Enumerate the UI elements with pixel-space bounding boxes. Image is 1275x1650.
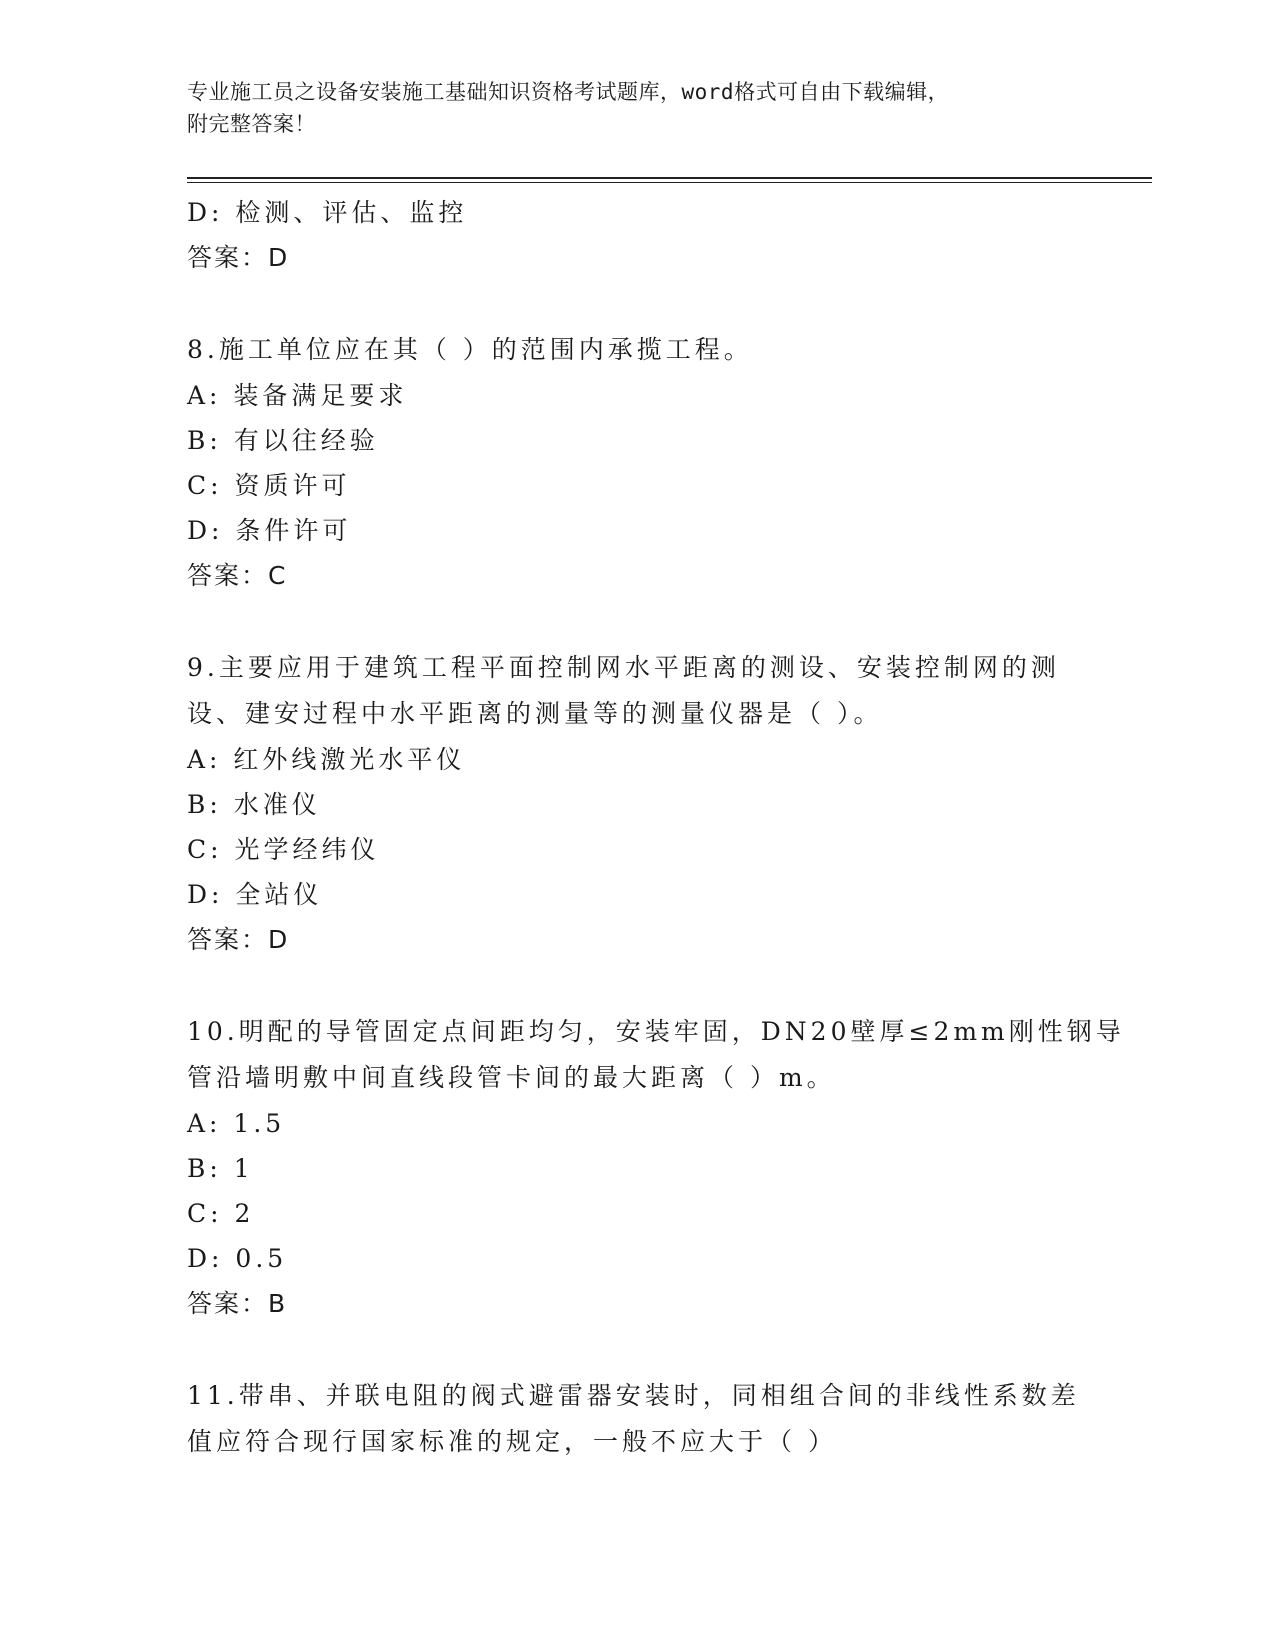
option-c: C: 光学经纬仪 xyxy=(187,835,380,864)
answer-line: 答案：B xyxy=(187,1289,288,1318)
spacer xyxy=(187,1326,1147,1373)
answer-line: 答案：D xyxy=(187,925,290,954)
question-9 xyxy=(187,645,1147,962)
answer-line: 答案：D xyxy=(187,243,290,272)
question-stem-line: 设、建安过程中水平距离的测量等的测量仪器是（ ）。 xyxy=(187,699,883,728)
question-11 xyxy=(187,1373,1147,1465)
spacer xyxy=(187,962,1147,1009)
option-c: C: 资质许可 xyxy=(187,471,351,500)
answer-line: 答案：C xyxy=(187,561,288,590)
header-divider-thick xyxy=(187,177,1152,179)
question-stem-line: 8.施工单位应在其（ ）的范围内承揽工程。 xyxy=(187,335,753,364)
option-c: C: 2 xyxy=(187,1199,255,1228)
header-line-2: 附完整答案！ xyxy=(187,112,316,136)
option-a: A: 装备满足要求 xyxy=(187,381,408,410)
question-stem xyxy=(187,1373,1080,1465)
question-stem xyxy=(187,327,1067,373)
question-stem xyxy=(187,645,1067,737)
question-stem xyxy=(187,1009,1125,1101)
question-list xyxy=(187,190,1147,1465)
option-a: A: 1.5 xyxy=(187,1109,286,1138)
document-header xyxy=(187,76,1087,140)
option-d: D: 0.5 xyxy=(187,1244,288,1273)
option-b: B: 水准仪 xyxy=(187,790,321,819)
previous-question-tail xyxy=(187,190,1147,280)
option-d: D: 检测、评估、监控 xyxy=(187,198,468,227)
question-10 xyxy=(187,1009,1147,1326)
question-stem-line: 9.主要应用于建筑工程平面控制网水平距离的测设、安装控制网的测 xyxy=(187,653,1060,682)
spacer xyxy=(187,598,1147,645)
header-line-1: 专业施工员之设备安装施工基础知识资格考试题库，word格式可自由下载编辑， xyxy=(187,80,950,104)
spacer xyxy=(187,280,1147,327)
question-stem-line: 值应符合现行国家标准的规定，一般不应大于（ ） xyxy=(187,1427,837,1456)
option-d: D: 全站仪 xyxy=(187,880,323,909)
question-8 xyxy=(187,327,1147,598)
question-stem-line: 11.带串、并联电阻的阀式避雷器安装时，同相组合间的非线性系数差 xyxy=(187,1381,1080,1410)
header-divider-thin xyxy=(187,182,1152,183)
option-a: A: 红外线激光水平仪 xyxy=(187,745,466,774)
option-b: B: 有以往经验 xyxy=(187,426,379,455)
option-b: B: 1 xyxy=(187,1154,254,1183)
option-d: D: 条件许可 xyxy=(187,516,352,545)
question-stem-line: 管沿墙明敷中间直线段管卡间的最大距离（ ）m。 xyxy=(187,1063,836,1092)
question-stem-line: 10.明配的导管固定点间距均匀，安装牢固，DN20壁厚≤2mm刚性钢导 xyxy=(187,1017,1125,1046)
